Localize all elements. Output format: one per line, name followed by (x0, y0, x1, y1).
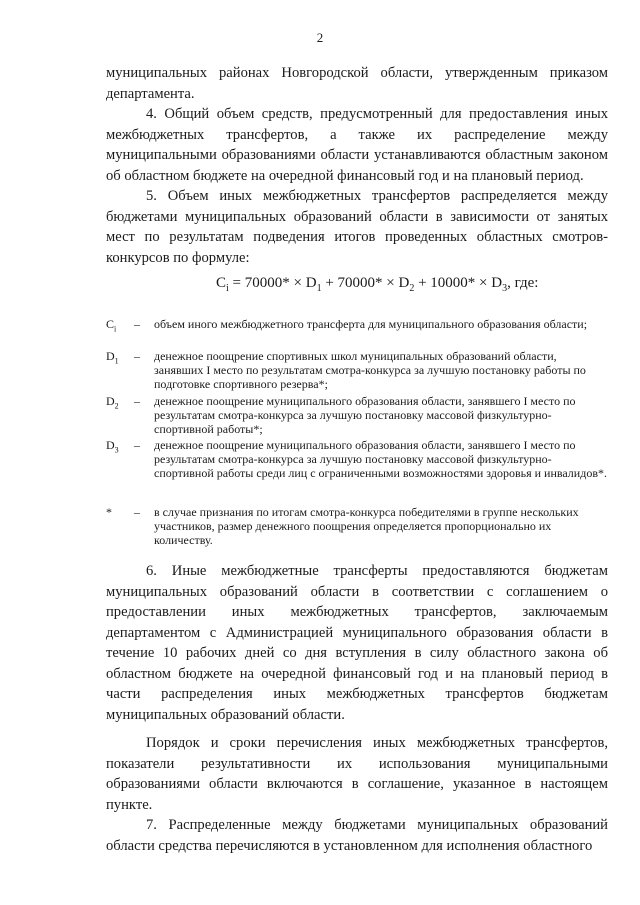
definition-symbol: $C_i$ (106, 317, 117, 334)
formula-tail: , где: (507, 275, 539, 291)
definition-text: денежное поощрение муниципального образования области, занявшего I место по результатам смотра-конкурса за лучшую постановку массовой физкультурно-спортивной работы*; (154, 394, 576, 437)
definition-ci (106, 317, 608, 337)
formula-d2-sub: 2 (409, 283, 415, 294)
paragraph-4: 4. Общий объем средств, предусмотренный для предоставления иных межбюджетных трансфертов, а также их распределение между муниципальными образованиями области устанавливаются областным законом об областном бюджете на очередной финансовый год и на плановый период. (106, 106, 608, 184)
definition-footnote (106, 505, 608, 548)
definition-text: в случае признания по итогам смотра-конкурса победителями в группе нескольких участников, размер денежного поощрения определяется пропорционально их количеству. (154, 505, 579, 548)
page-number: 2 (316, 30, 324, 45)
bottom-text-block (106, 561, 608, 856)
paragraph-5: 5. Объем иных межбюджетных трансфертов распределяется между бюджетами муниципальных образований области в зависимости от занятых мест по результатам подведения итогов проведенных областных смотров-конкурсов по формуле: (106, 188, 608, 266)
paragraph-6: 6. Иные межбюджетные трансферты предоставляются бюджетам муниципальных образований области в соответствии с соглашением о предоставлении иных межбюджетных трансфертов, заключаемым департаментом с Администрацией муниципального образования области в течение 10 рабочих дней со дня вступления в силу областного закона об областном бюджете на очередной финансовый год и на плановый период в части распределения иных межбюджетных трансфертов бюджетам муниципальных образований области. (106, 563, 608, 723)
formula-term-2: + 70000* × D (321, 275, 410, 291)
definition-d1 (106, 349, 608, 392)
formula-c: C (216, 275, 227, 291)
paragraph-6-order: Порядок и сроки перечисления иных межбюджетных трансфертов, показатели результативности их использования муниципальными образованиями области включаются в соглашение, указанное в настоящем пункте. (106, 735, 608, 813)
definition-dash: – (134, 505, 140, 519)
paragraph-continuation: муниципальных районах Новгородской области, утвержденным приказом департамента. (106, 65, 608, 102)
definition-text: объем иного межбюджетного трансферта для муниципального образования области; (154, 317, 588, 331)
definition-dash: – (134, 349, 140, 363)
distribution-formula (216, 275, 538, 294)
definition-symbol: $D_3$ (106, 438, 119, 455)
definition-symbol: $D_1$ (106, 349, 119, 366)
definition-dash: – (134, 317, 140, 331)
formula-term-1: = 70000* × D (228, 275, 317, 291)
top-text-block (106, 63, 608, 268)
definition-text: денежное поощрение муниципального образования области, занявшего I место по результатам смотра-конкурса за лучшую постановку массовой физкультурно-спортивной работы среди лиц с ограниченными возможностями здоровья и инвалидов*. (154, 438, 607, 481)
formula-d1-sub: 1 (316, 283, 322, 294)
definition-d3 (106, 438, 608, 481)
formula-term-3: + 10000* × D (414, 275, 503, 291)
definition-symbol: $D_2$ (106, 394, 119, 411)
paragraph-7: 7. Распределенные между бюджетами муниципальных образований области средства перечисляются в установленном для исполнения областного (106, 817, 608, 854)
formula-d3-sub: 3 (502, 283, 508, 294)
definition-d2 (106, 394, 608, 437)
definition-dash: – (134, 394, 140, 408)
definition-dash: – (134, 438, 140, 452)
definition-symbol: * (106, 505, 112, 519)
definition-text: денежное поощрение спортивных школ муниципальных образований области, занявших I место по результатам смотра-конкурса за лучшую постановку работы по подготовке спортивного резерва*; (154, 349, 586, 392)
formula-c-sub: i (226, 283, 229, 294)
